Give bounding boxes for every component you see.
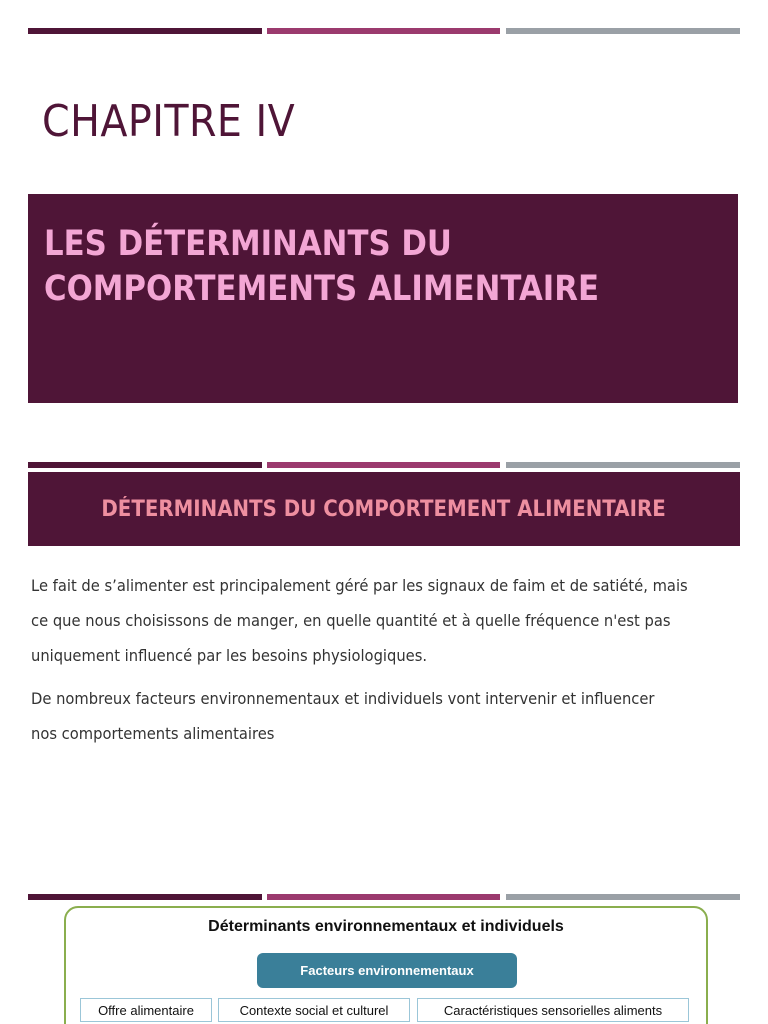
environmental-factors-box: Facteurs environnementaux <box>257 953 517 988</box>
accent-bar-grey <box>506 28 740 34</box>
slide1-title <box>44 222 651 312</box>
accent-bar-magenta <box>267 28 500 34</box>
paragraph-1 <box>31 568 688 673</box>
slide1-accent-bars <box>28 28 740 34</box>
accent-bar-plum <box>28 894 262 900</box>
slide1-title-line1: LES DÉTERMINANTS DU <box>44 224 452 264</box>
paragraph-line: Le fait de s’alimenter est principalement géré par les signaux de faim et de satiété, mais <box>31 576 688 595</box>
paragraph-line: uniquement influencé par les besoins physiologiques. <box>31 646 428 665</box>
accent-bar-grey <box>506 894 740 900</box>
diagram-title: Déterminants environnementaux et individuels <box>208 918 564 935</box>
accent-bar-plum <box>28 28 262 34</box>
slide3-accent-bars <box>28 894 740 900</box>
accent-bar-grey <box>506 462 740 468</box>
accent-bar-magenta <box>267 894 500 900</box>
slide2-accent-bars <box>28 462 740 468</box>
determinants-diagram <box>64 906 708 1024</box>
slide2-heading: DÉTERMINANTS DU COMPORTEMENT ALIMENTAIRE <box>101 496 667 522</box>
paragraph-line: nos comportements alimentaires <box>31 724 275 743</box>
chapter-title: CHAPITRE IV <box>42 96 296 147</box>
factor-offre-alimentaire: Offre alimentaire <box>80 998 212 1022</box>
slide2-heading-box <box>28 472 740 546</box>
factor-caracteristiques-sensorielles: Caractéristiques sensorielles aliments <box>417 998 689 1022</box>
paragraph-line: De nombreux facteurs environnementaux et individuels vont intervenir et influencer <box>31 689 655 708</box>
slide1-title-box <box>28 194 738 403</box>
slide1-title-line2: COMPORTEMENTS ALIMENTAIRE <box>44 269 600 309</box>
paragraph-line: ce que nous choisissons de manger, en quelle quantité et à quelle fréquence n'est pas <box>31 611 671 630</box>
factor-contexte-social: Contexte social et culturel <box>218 998 410 1022</box>
accent-bar-plum <box>28 462 262 468</box>
paragraph-2 <box>31 681 680 751</box>
accent-bar-magenta <box>267 462 500 468</box>
